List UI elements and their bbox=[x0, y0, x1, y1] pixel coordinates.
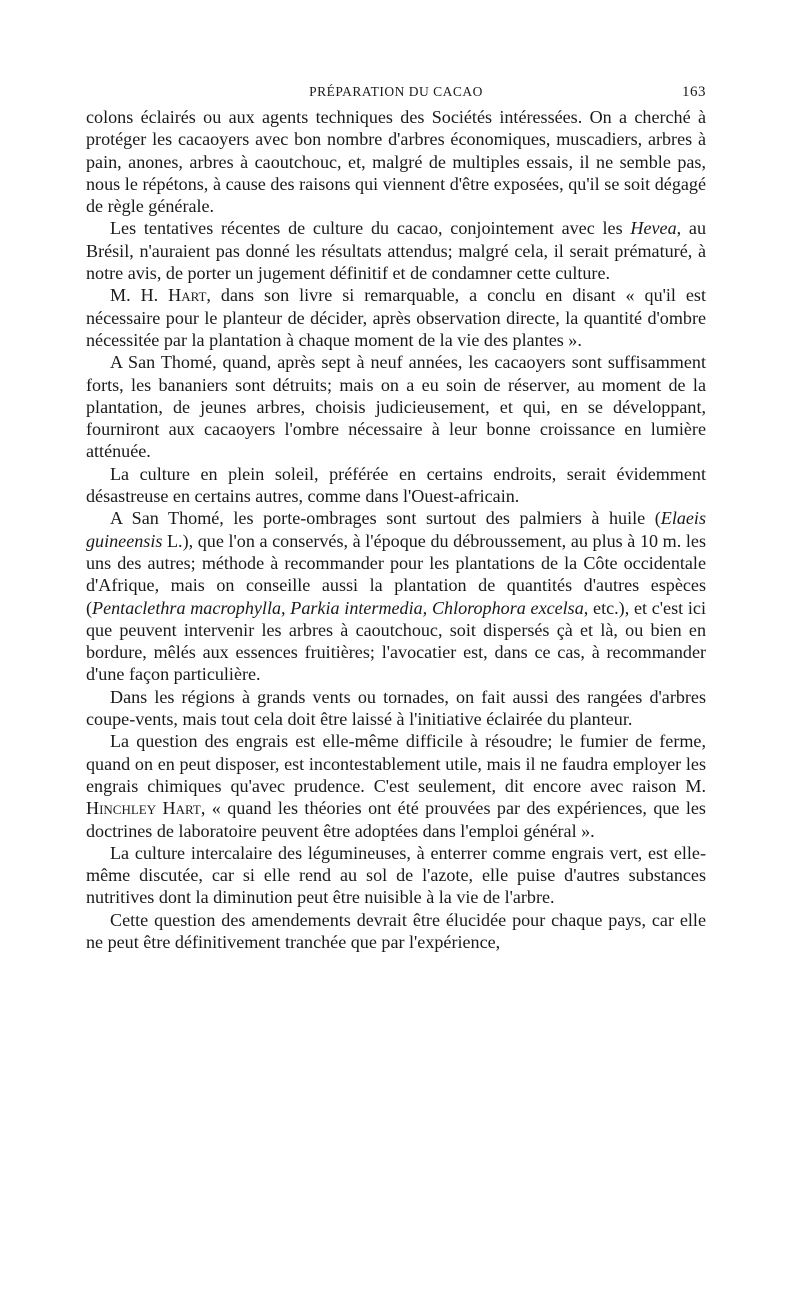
paragraph bbox=[86, 909, 706, 954]
text-run: , etc.), et c'est ici que peuvent intervenir les arbres à caoutchouc, soit dispersés çà et là, ou bien en bordure, mêlés aux essences fruitières; l'avocatier est, dans ce cas, à recommander d'une façon particulière. bbox=[86, 597, 706, 685]
text-run: , dans son livre si remarquable, a conclu en disant « qu'il est nécessaire pour le planteur de décider, après observation directe, la quantité d'ombre nécessitée par la plantation à chaque moment de la vie des plantes ». bbox=[86, 285, 707, 350]
paragraph bbox=[86, 463, 706, 508]
text-run: A San Thomé, les porte-ombrages sont surtout des palmiers à huile ( bbox=[110, 508, 661, 529]
text-run: Les tentatives récentes de culture du cacao, conjointement avec les bbox=[110, 218, 631, 239]
text-run: Cette question des amendements devrait être élucidée pour chaque pays, car elle ne peut être définitivement tranchée que par l'expérience, bbox=[86, 909, 706, 952]
author-name: Hinchley Hart bbox=[86, 798, 201, 819]
paragraph bbox=[86, 507, 706, 685]
paragraph bbox=[86, 686, 706, 731]
running-title: PRÉPARATION DU CACAO bbox=[309, 84, 483, 99]
text-run: La culture intercalaire des légumineuses, à enterrer comme engrais vert, est elle-même discutée, car si elle rend au sol de l'azote, elle puise d'autres substances nutritives dont la diminution peut être nuisible à la vie de l'arbre. bbox=[86, 842, 706, 908]
paragraph bbox=[86, 217, 706, 284]
text-run: , « quand les théories ont été prouvées par des expériences, que les doctrines de laboratoire peuvent être adoptées dans l'emploi général ». bbox=[86, 798, 706, 841]
text-run: L.), que l'on a conservés, à l'époque du débroussement, au plus à 10 m. les uns des autres; méthode à recommander pour les plantations de la Côte occidentale d'Afrique, mais on conseille aussi la plantation de quantités d'autres espèces ( bbox=[86, 530, 706, 618]
text-run: Dans les régions à grands vents ou tornades, on fait aussi des rangées d'arbres coupe-vents, mais tout cela doit être laissé à l'initiative éclairée du planteur. bbox=[86, 686, 706, 730]
body-text bbox=[86, 106, 706, 953]
text-run: M. H. bbox=[110, 285, 169, 306]
book-page bbox=[86, 78, 706, 953]
page-number: 163 bbox=[682, 84, 706, 100]
text-run: , au Brésil, n'auraient pas donné les résultats attendus; malgré cela, il serait prématuré, à notre avis, de porter un jugement définitif et de condamner cette culture. bbox=[86, 218, 707, 284]
text-run: La culture en plein soleil, préférée en certains endroits, serait évidemment désastreuse en certains autres, comme dans l'Ouest-africain. bbox=[86, 463, 706, 507]
paragraph bbox=[86, 106, 706, 217]
text-run: La question des engrais est elle-même difficile à résoudre; le fumier de ferme, quand on en peut disposer, est incontestablement utile, mais il ne faudra employer les engrais chimiques qu'avec prudence. C'est seulement, dit encore avec raison M. bbox=[86, 731, 706, 796]
italic-text: Hevea bbox=[630, 218, 677, 239]
italic-text: Pentaclethra macrophylla, Parkia intermedia, Chlorophora excelsa bbox=[92, 597, 584, 618]
running-header bbox=[86, 78, 706, 106]
author-name: Hart bbox=[168, 285, 207, 306]
paragraph bbox=[86, 730, 706, 841]
text-run: colons éclairés ou aux agents techniques des Sociétés intéressées. On a cherché à protéger les cacaoyers avec bon nombre d'arbres économiques, muscadiers, arbres à pain, anones, arbres à caoutchouc, et, malgré de multiples essais, il ne semble pas, nous le répétons, à cause des raisons qui viennent d'être exposées, qu'il se soit dégagé de règle générale. bbox=[86, 107, 706, 217]
italic-text: Elaeis guineensis bbox=[86, 508, 706, 551]
paragraph bbox=[86, 351, 706, 462]
text-run: A San Thomé, quand, après sept à neuf années, les cacaoyers sont suffisamment forts, les bananiers sont détruits; mais on a eu soin de réserver, au moment de la plantation, de jeunes arbres, choisis judicieusement, et qui, en se développant, fourniront aux cacaoyers l'ombre nécessaire à leur bonne croissance en lumière atténuée. bbox=[86, 352, 706, 462]
paragraph bbox=[86, 284, 706, 351]
paragraph bbox=[86, 842, 706, 909]
